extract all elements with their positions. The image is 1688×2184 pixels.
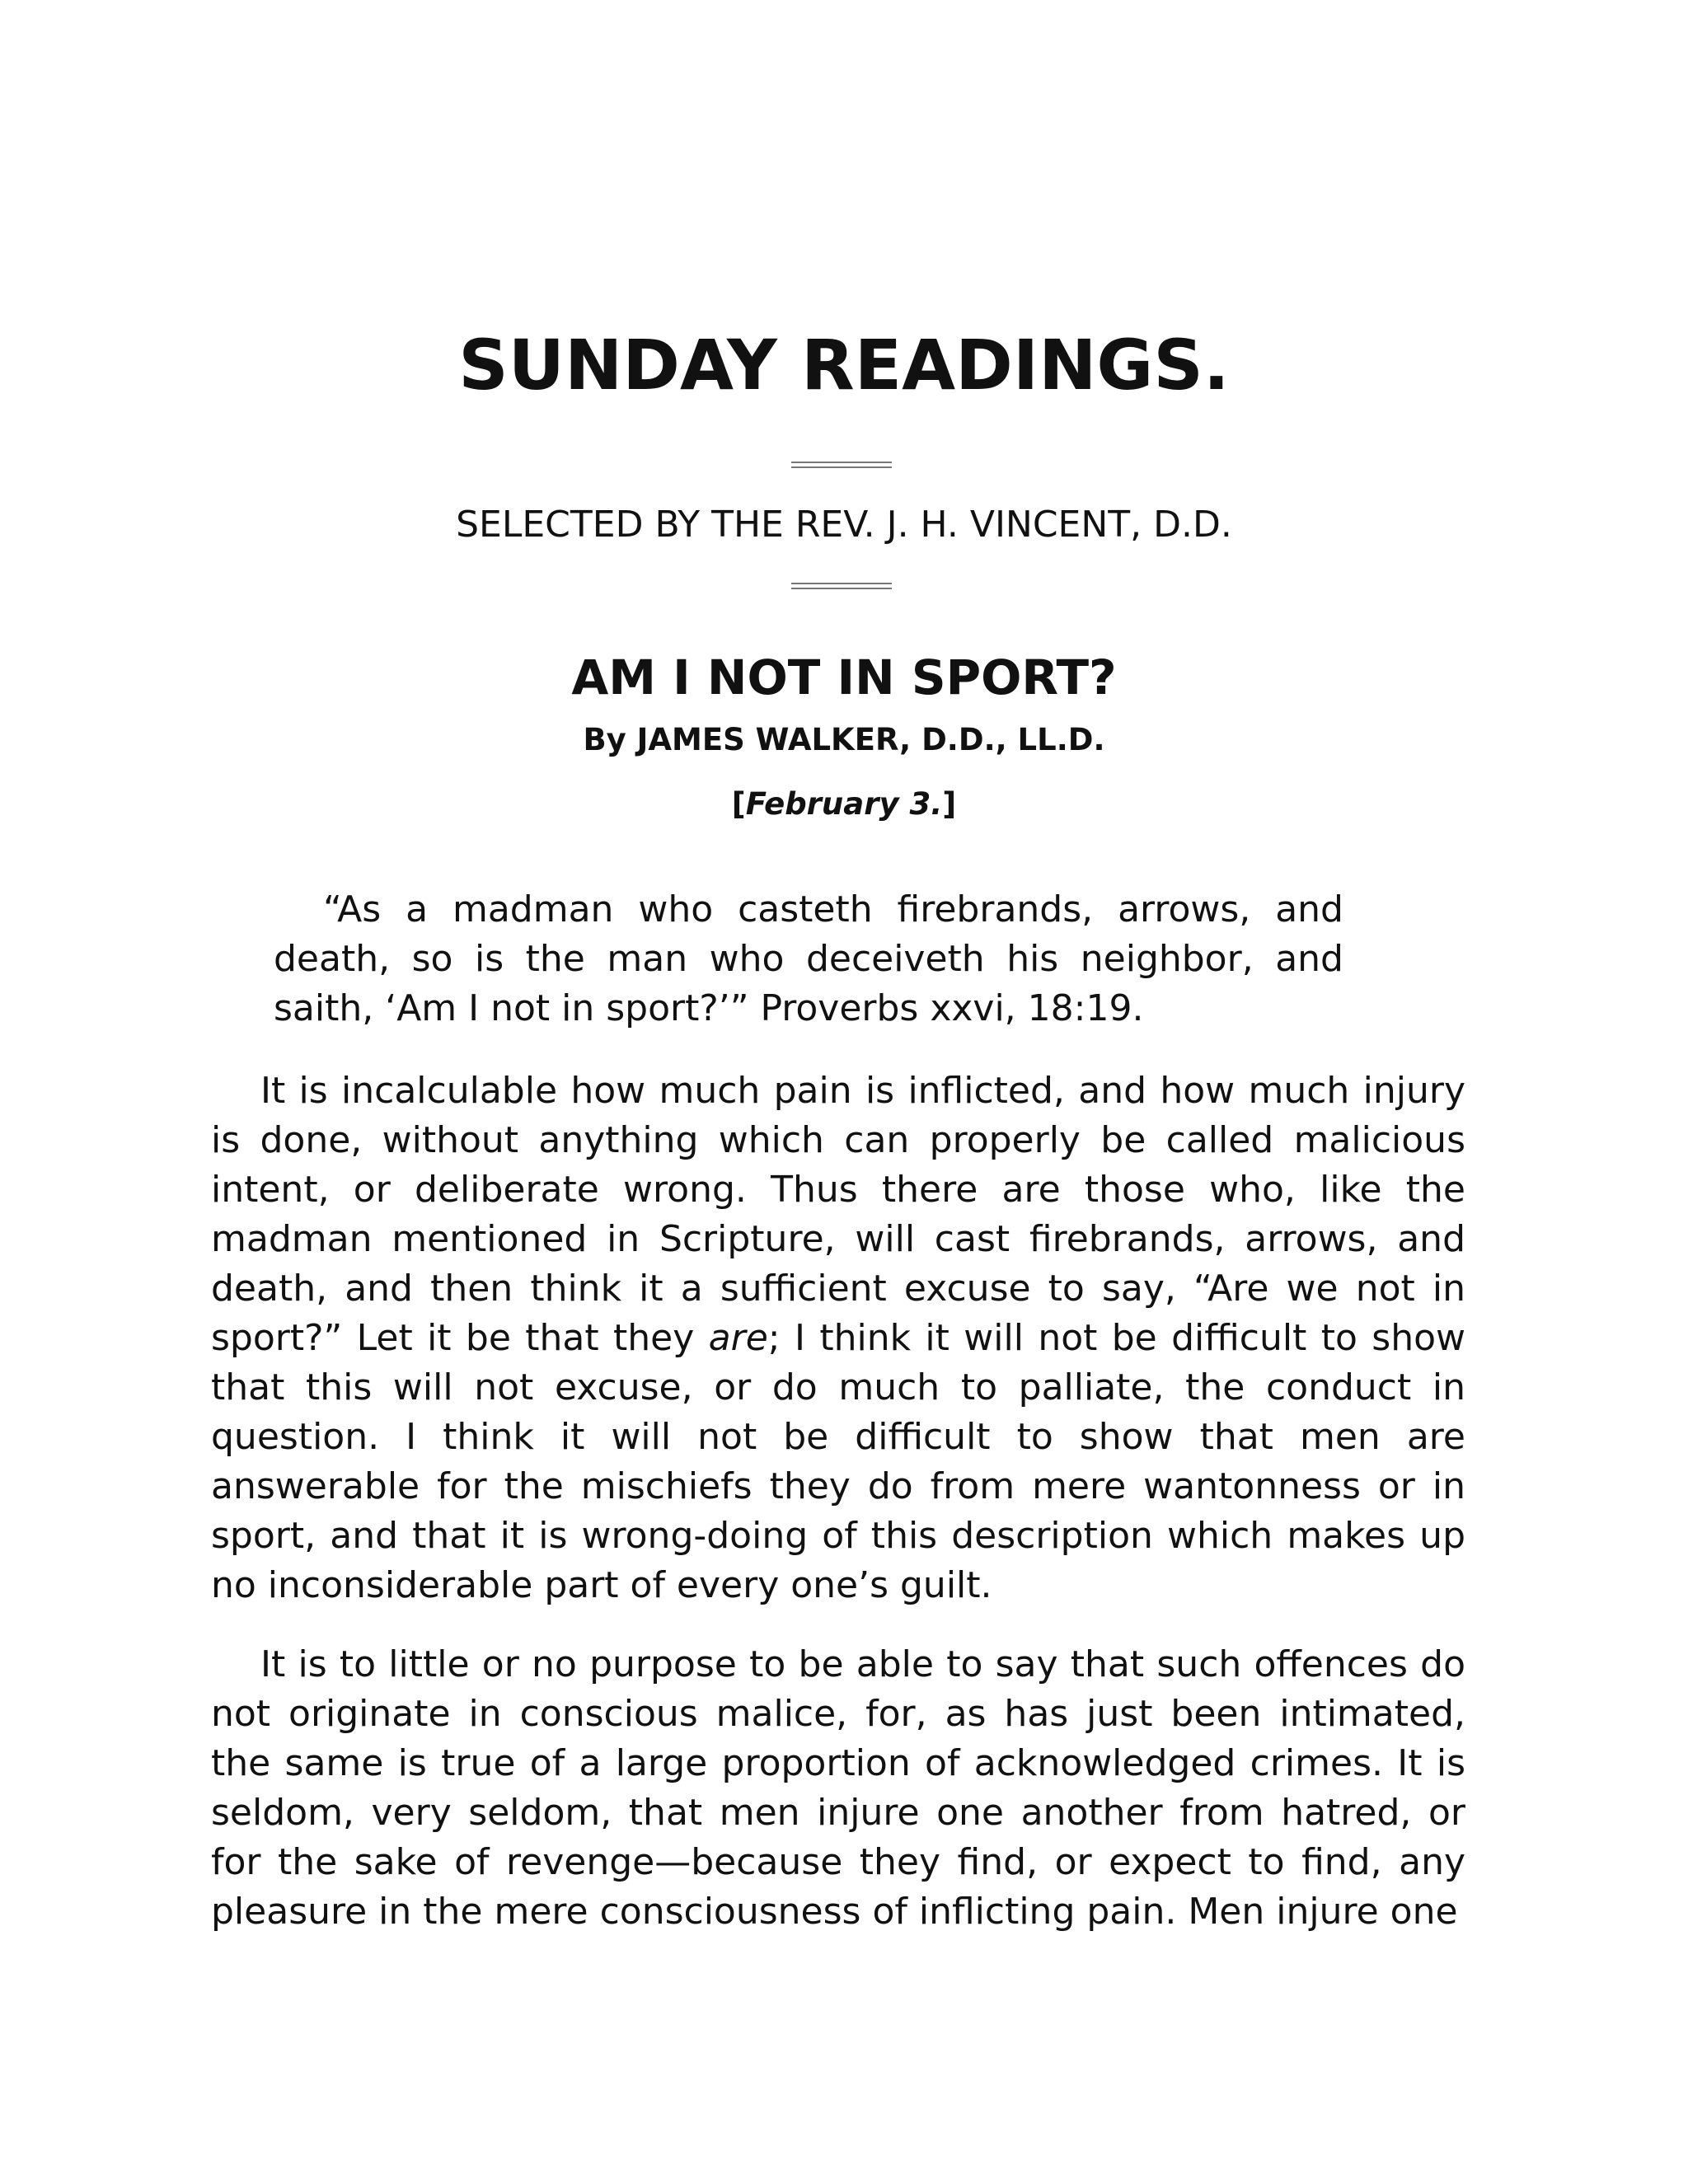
page-title: SUNDAY READINGS. <box>458 325 1230 405</box>
author-byline: By JAMES WALKER, D.D., LL.D. <box>583 722 1105 757</box>
date-close-bracket: ] <box>942 786 957 822</box>
selector-credit: SELECTED BY THE REV. J. H. VINCENT, D.D. <box>456 504 1232 546</box>
date-text: February 3. <box>745 786 943 822</box>
paragraph-text: It is incalculable how much pain is inflicted, and how much injury is done, without anything which can properly be called malicious intent, or deliberate wrong. Thus there are those who, like the madman mentioned in Scripture, will cast firebrands, arrows, and death, and then think it a sufficient excuse to say, “Are we not in sport?” Let it be that they <box>211 1070 1465 1359</box>
body-paragraph <box>211 1066 1465 1610</box>
article-title: AM I NOT IN SPORT? <box>571 649 1117 705</box>
double-rule-divider <box>791 583 892 589</box>
double-rule-divider <box>791 462 892 468</box>
date-open-bracket: [ <box>731 786 746 822</box>
body-paragraph: It is to little or no purpose to be able to say that such offences do not originate in conscious malice, for, as has just been intimated, the same is true of a large proportion of acknowledged crimes. It is seldom, very seldom, that men injure one another from hatred, or for the sake of revenge—because they find, or expect to find, any pleasure in the mere consciousness of inflicting pain. Men injure one <box>211 1643 1465 1933</box>
scripture-epigraph: “As a madman who casteth firebrands, arrows, and death, so is the man who deceiveth his neighbor, and saith, ‘Am I not in sport?’” Proverbs xxvi, 18:19. <box>274 888 1343 1029</box>
emphasized-word: are <box>708 1317 768 1359</box>
paragraph-text: ; I think it will not be difficult to show that this will not excuse, or do much to palliate, the conduct in question. I think it will not be difficult to show that men are answerable for the mischiefs they do from mere wantonness or in sport, and that it is wrong-doing of this description which makes up no inconsiderable part of every one’s guilt. <box>211 1317 1465 1606</box>
reading-date <box>0 783 1688 826</box>
